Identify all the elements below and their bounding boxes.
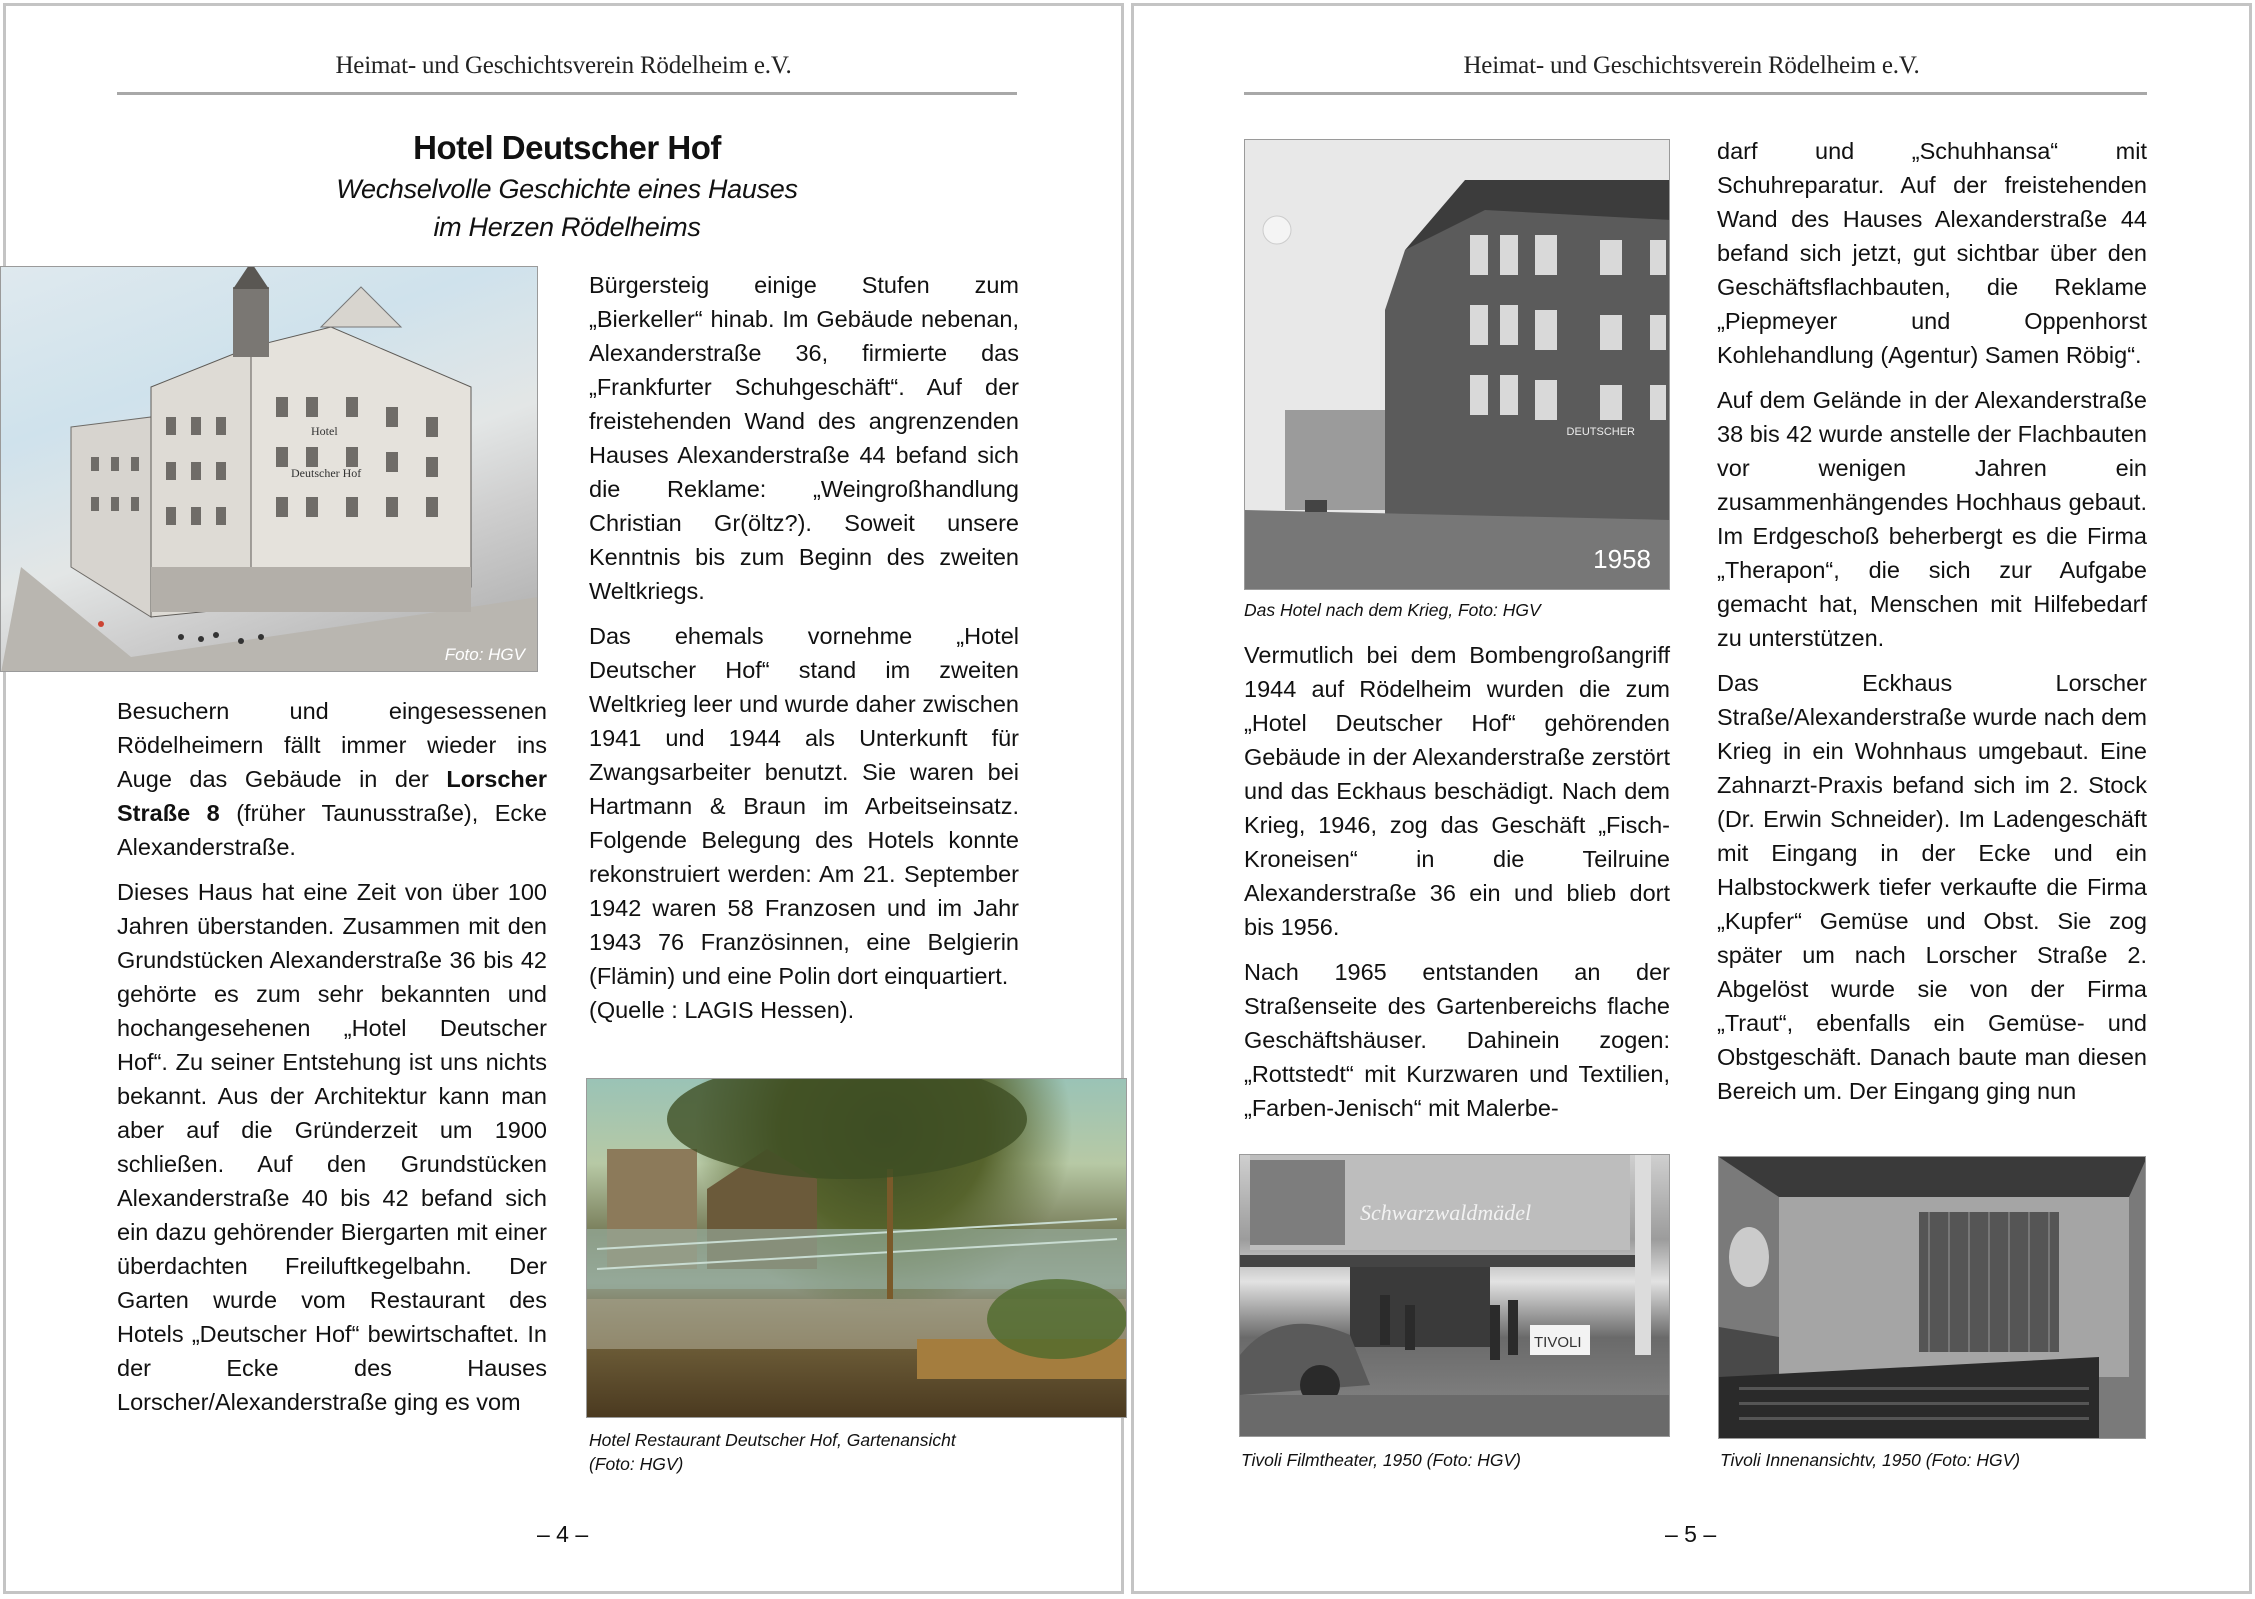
header-rule: [117, 92, 1017, 95]
tivoli-exterior-photo: [1239, 1154, 1670, 1437]
film-banner: Schwarzwaldmädel: [1360, 1200, 1532, 1225]
paragraph: Vermutlich bei dem Bombengroßangriff 1944 auf Rödelheim wurden die zum „Hotel Deutscher Hof“ gehörenden Gebäude in der Alexanderstraße zerstört und das Eckhaus beschädigt. Nach dem Krieg, 1946, zog das Geschäft „Fisch-Kroneisen“ in die Teilruine Alexanderstraße 36 ein und blieb dort bis 1956.: [1244, 642, 1670, 940]
paragraph: Dieses Haus hat eine Zeit von über 100 Jahren überstanden. Zusammen mit den Grundstücken Alexanderstraße 36 bis 42 gehörte es zum sehr bekannten und hochangesehenen „Hotel Deutscher Hof“. Zu seiner Entstehung ist uns nichts bekannt. Aus der Architektur kann man aber auf die Gründerzeit um 1900 schließen. Auf den Grundstücken Alexanderstraße 40 bis 42 befand sich ein dazu gehörender Biergarten mit einer überdachten Freiluftkegelbahn. Der Garten wurde vom Restaurant des Hotels „Deutscher Hof“ bewirtschaftet. In der Ecke des Hauses Lorscher/Alexanderstraße ging es vom: [117, 879, 547, 1415]
left-column-2: [589, 268, 1019, 1038]
page-5: [1131, 3, 2252, 1594]
left-column-1: [117, 694, 547, 1430]
hotel-1958-caption: Das Hotel nach dem Krieg, Foto: HGV: [1244, 600, 1541, 620]
paragraph: Besuchern und eingesessenen Rödelheimern fällt immer wieder ins Auge das Gebäude in der Lorscher Straße 8 (früher Taunusstraße), Ecke Alexanderstraße.: [117, 698, 547, 860]
postwar-building-illustration: [1245, 140, 1670, 590]
photo-credit: Foto: HGV: [444, 645, 525, 664]
article-subtitle-line2: im Herzen Rödelheims: [433, 212, 701, 242]
article-title: Hotel Deutscher Hof: [413, 129, 721, 166]
paragraph: Auf dem Gelände in der Alexanderstraße 38 bis 42 wurde anstelle der Flachbauten vor wenigen Jahren ein zusammenhängendes Hochhaus gebaut. Im Erdgeschoß beherbergt es die Firma „Therapon“, die sich zur Aufgabe gemacht hat, Menschen mit Hilfebedarf zu unterstützen.: [1717, 387, 2147, 651]
article-subtitle-line1: Wechselvolle Geschichte eines Hauses: [336, 174, 798, 204]
paragraph: Das Eckhaus Lorscher Straße/Alexanderstraße wurde nach dem Krieg in ein Wohnhaus umgebaut. Eine Zahnarzt-Praxis befand sich im 2. Stock (Dr. Erwin Schneider). Im Ladengeschäft mit Eingang in der Ecke und ein Halbstockwerk tiefer verkaufte die Firma „Kupfer“ Gemüse und Obst. Sie zog später um nach Lorscher Straße 2. Abgelöst wurde sie von der Firma „Traut“, ebenfalls ein Gemüse- und Obstgeschäft. Danach baute man diesen Bereich um. Der Eingang ging nun: [1717, 670, 2147, 1104]
page-number: – 4 –: [537, 1521, 589, 1547]
running-head: Heimat- und Geschichtsverein Rödelheim e.V.: [1463, 52, 1920, 79]
right-column-1: [1244, 638, 1670, 1136]
cinema-hall-illustration: [1719, 1157, 2146, 1439]
header-rule: [1244, 92, 2147, 95]
garden-illustration: [587, 1079, 1127, 1418]
tivoli-exterior-caption: Tivoli Filmtheater, 1950 (Foto: HGV): [1241, 1450, 1521, 1470]
paragraph: Bürgersteig einige Stufen zum „Bierkeller“ hinab. Im Gebäude nebenan, Alexanderstraße 36, firmierte das „Frankfurter Schuhgeschäft“. Auf der freistehenden Wand des angrenzenden Hauses Alexanderstraße 44 befand sich die Reklame: „Weingroßhandlung Christian Gr(öltz?). Soweit unsere Kenntnis bis zum Beginn des zweiten Weltkriegs.: [589, 272, 1019, 604]
hotel-1958-photo: [1244, 139, 1670, 590]
hotel-postcard-photo: [0, 266, 538, 672]
paragraph: Das ehemals vornehme „Hotel Deutscher Hof“ stand im zweiten Weltkrieg leer und wurde daher zwischen 1941 und 1944 als Unterkunft für Zwangsarbeiter benutzt. Sie waren bei Hartmann & Braun im Arbeitseinsatz. Folgende Belegung des Hotels konnte rekonstruiert werden: Am 21. September 1942 waren 58 Franzosen und im Jahr 1943 76 Französinnen, eine Belgierin (Flämin) und eine Polin dort einquartiert.: [589, 623, 1019, 989]
address-bold: Lorscher Straße 8: [117, 766, 547, 826]
tivoli-interior-photo: [1718, 1156, 2146, 1439]
hotel-building-illustration: [1, 267, 538, 672]
tivoli-sign: TIVOLI: [1534, 1334, 1582, 1351]
garden-postcard-photo: [586, 1078, 1127, 1418]
article-title-block: [117, 126, 1017, 246]
running-head: Heimat- und Geschichtsverein Rödelheim e.V.: [335, 52, 792, 79]
hotel-sign-text: Hotel: [311, 424, 338, 438]
paragraph: Nach 1965 entstanden an der Straßenseite des Gartenbereichs flache Geschäftshäuser. Dahinein zogen: „Rottstedt“ mit Kurzwaren und Textilien, „Farben-Jenisch“ mit Malerbe-: [1244, 959, 1670, 1121]
garden-photo-caption: Hotel Restaurant Deutscher Hof, Gartenansicht (Foto: HGV): [589, 1430, 956, 1474]
page-number: – 5 –: [1665, 1521, 1717, 1547]
paragraph: darf und „Schuhhansa“ mit Schuhreparatur. Auf der freistehenden Wand des Hauses Alexanderstraße 44 befand sich jetzt, gut sichtbar über den Geschäftsflachbauten, die Reklame „Piepmeyer und Oppenhorst Kohlehandlung (Agentur) Samen Röbig“.: [1717, 138, 2147, 368]
cinema-front-illustration: [1240, 1155, 1670, 1437]
svg-text:Deutscher Hof: Deutscher Hof: [291, 466, 362, 480]
right-column-2: [1717, 134, 2147, 1119]
shop-sign: DEUTSCHER: [1566, 426, 1635, 438]
year-label: 1958: [1593, 544, 1651, 574]
source-note: (Quelle : LAGIS Hessen).: [589, 997, 855, 1023]
tivoli-interior-caption: Tivoli Innenansichtv, 1950 (Foto: HGV): [1720, 1450, 2021, 1470]
